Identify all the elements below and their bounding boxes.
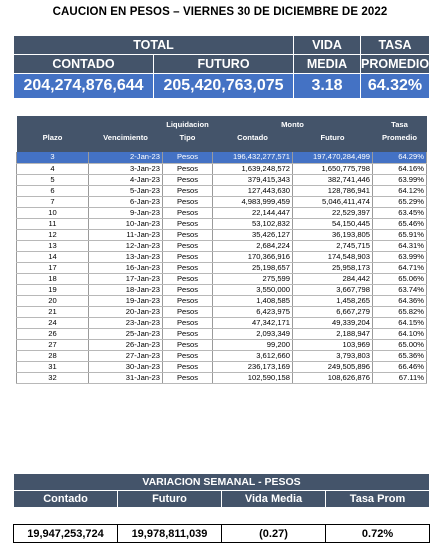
plazo-cell: 7: [17, 196, 89, 207]
vida-media-value: 3.18: [294, 74, 361, 99]
tipo-cell: Pesos: [163, 361, 213, 372]
promedio-header: PROMEDIO: [361, 55, 430, 74]
tipo-cell: Pesos: [163, 262, 213, 273]
table-row: [17, 361, 427, 372]
vencimiento-cell: 3-Jan-23: [89, 163, 163, 174]
tipo-cell: Pesos: [163, 284, 213, 295]
weekly-variation-table: [13, 473, 430, 543]
table-row: [17, 174, 427, 185]
tasa-cell: 65.46%: [373, 218, 427, 229]
vencimiento-cell: 27-Jan-23: [89, 350, 163, 361]
contado-cell: 236,173,169: [213, 361, 293, 372]
vencimiento-cell: 4-Jan-23: [89, 174, 163, 185]
contado-cell: 3,612,660: [213, 350, 293, 361]
media-header: MEDIA: [294, 55, 361, 74]
plazo-cell: 24: [17, 317, 89, 328]
plazo-cell: 3: [17, 152, 89, 163]
tipo-cell: Pesos: [163, 273, 213, 284]
contado-cell: 1,408,585: [213, 295, 293, 306]
table-row: [17, 350, 427, 361]
futuro-cell: 1,458,265: [293, 295, 373, 306]
contado-cell: 47,342,171: [213, 317, 293, 328]
weekly-title: VARIACION SEMANAL - PESOS: [14, 474, 430, 491]
contado-cell: 25,198,657: [213, 262, 293, 273]
vencimiento-cell: 26-Jan-23: [89, 339, 163, 350]
th-tipo: Tipo: [163, 129, 213, 145]
tipo-cell: Pesos: [163, 251, 213, 262]
table-row: [17, 251, 427, 262]
futuro-cell: 2,745,715: [293, 240, 373, 251]
vencimiento-cell: 10-Jan-23: [89, 218, 163, 229]
tipo-cell: Pesos: [163, 328, 213, 339]
vencimiento-cell: 9-Jan-23: [89, 207, 163, 218]
plazo-cell: 13: [17, 240, 89, 251]
futuro-cell: 249,505,896: [293, 361, 373, 372]
contado-cell: 170,366,916: [213, 251, 293, 262]
total-futuro-value: 205,420,763,075: [154, 74, 294, 99]
futuro-cell: 54,150,445: [293, 218, 373, 229]
weekly-vida-header: Vida Media: [222, 491, 326, 508]
weekly-contado-value: 19,947,253,724: [14, 525, 118, 543]
contado-cell: 4,983,999,459: [213, 196, 293, 207]
tipo-cell: Pesos: [163, 339, 213, 350]
th-tasa: Tasa: [373, 116, 427, 129]
futuro-cell: 2,188,947: [293, 328, 373, 339]
tasa-cell: 65.36%: [373, 350, 427, 361]
tipo-cell: Pesos: [163, 372, 213, 383]
contado-cell: 35,426,127: [213, 229, 293, 240]
vencimiento-cell: 18-Jan-23: [89, 284, 163, 295]
futuro-cell: 103,969: [293, 339, 373, 350]
th-monto: Monto: [213, 116, 373, 129]
futuro-cell: 197,470,284,499: [293, 152, 373, 163]
plazo-cell: 19: [17, 284, 89, 295]
futuro-cell: 284,442: [293, 273, 373, 284]
contado-cell: 127,443,630: [213, 185, 293, 196]
tasa-cell: 63.99%: [373, 174, 427, 185]
tasa-cell: 63.74%: [373, 284, 427, 295]
table-row: [17, 372, 427, 383]
tipo-cell: Pesos: [163, 196, 213, 207]
weekly-tasa-value: 0.72%: [326, 525, 430, 543]
maturity-rows: [17, 152, 427, 383]
table-row: [17, 273, 427, 284]
plazo-cell: 12: [17, 229, 89, 240]
plazo-cell: 21: [17, 306, 89, 317]
plazo-cell: 4: [17, 163, 89, 174]
vencimiento-cell: 23-Jan-23: [89, 317, 163, 328]
tasa-cell: 64.36%: [373, 295, 427, 306]
table-row: [17, 339, 427, 350]
tipo-cell: Pesos: [163, 350, 213, 361]
plazo-cell: 31: [17, 361, 89, 372]
futuro-cell: 382,741,446: [293, 174, 373, 185]
contado-header: CONTADO: [14, 55, 154, 74]
tasa-cell: 65.06%: [373, 273, 427, 284]
th-futuro: Futuro: [293, 129, 373, 145]
plazo-cell: 26: [17, 328, 89, 339]
futuro-cell: 174,548,903: [293, 251, 373, 262]
tipo-cell: Pesos: [163, 306, 213, 317]
tipo-cell: Pesos: [163, 229, 213, 240]
tasa-promedio-value: 64.32%: [361, 74, 430, 99]
tasa-cell: 67.11%: [373, 372, 427, 383]
total-header: TOTAL: [14, 36, 294, 55]
table-row: [17, 229, 427, 240]
futuro-cell: 25,958,173: [293, 262, 373, 273]
tasa-cell: 63.45%: [373, 207, 427, 218]
vencimiento-cell: 19-Jan-23: [89, 295, 163, 306]
contado-cell: 22,144,447: [213, 207, 293, 218]
plazo-cell: 28: [17, 350, 89, 361]
th-plazo: Plazo: [17, 129, 89, 145]
tasa-cell: 63.99%: [373, 251, 427, 262]
vencimiento-cell: 13-Jan-23: [89, 251, 163, 262]
total-contado-value: 204,274,876,644: [14, 74, 154, 99]
futuro-cell: 49,339,204: [293, 317, 373, 328]
tasa-cell: 65.91%: [373, 229, 427, 240]
table-row: [17, 317, 427, 328]
table-row: [17, 284, 427, 295]
table-row: [17, 306, 427, 317]
tipo-cell: Pesos: [163, 218, 213, 229]
vencimiento-cell: 17-Jan-23: [89, 273, 163, 284]
tipo-cell: Pesos: [163, 240, 213, 251]
tasa-cell: 64.15%: [373, 317, 427, 328]
contado-cell: 3,550,000: [213, 284, 293, 295]
tipo-cell: Pesos: [163, 185, 213, 196]
table-row: [17, 163, 427, 174]
report-title: CAUCION EN PESOS – VIERNES 30 DE DICIEMBRE DE 2022: [52, 6, 388, 18]
tasa-cell: 64.10%: [373, 328, 427, 339]
tasa-cell: 65.00%: [373, 339, 427, 350]
vencimiento-cell: 25-Jan-23: [89, 328, 163, 339]
th-blank-1: [17, 116, 89, 129]
table-row: [17, 295, 427, 306]
tipo-cell: Pesos: [163, 163, 213, 174]
tipo-cell: Pesos: [163, 295, 213, 306]
futuro-cell: 22,529,397: [293, 207, 373, 218]
tasa-cell: 65.29%: [373, 196, 427, 207]
th-contado: Contado: [213, 129, 293, 145]
tasa-header: TASA: [361, 36, 430, 55]
contado-cell: 2,093,349: [213, 328, 293, 339]
weekly-tasa-header: Tasa Prom: [326, 491, 430, 508]
weekly-contado-header: Contado: [14, 491, 118, 508]
futuro-cell: 5,046,411,474: [293, 196, 373, 207]
contado-cell: 53,102,832: [213, 218, 293, 229]
plazo-cell: 27: [17, 339, 89, 350]
maturity-table: [16, 116, 427, 384]
tipo-cell: Pesos: [163, 317, 213, 328]
vencimiento-cell: 2-Jan-23: [89, 152, 163, 163]
plazo-cell: 11: [17, 218, 89, 229]
contado-cell: 6,423,975: [213, 306, 293, 317]
table-row: [17, 207, 427, 218]
plazo-cell: 5: [17, 174, 89, 185]
plazo-cell: 14: [17, 251, 89, 262]
contado-cell: 1,639,248,572: [213, 163, 293, 174]
futuro-cell: 1,650,775,798: [293, 163, 373, 174]
contado-cell: 379,415,343: [213, 174, 293, 185]
table-row: [17, 328, 427, 339]
tasa-cell: 64.16%: [373, 163, 427, 174]
table-row: [17, 262, 427, 273]
plazo-cell: 20: [17, 295, 89, 306]
contado-cell: 275,599: [213, 273, 293, 284]
summary-table: [13, 35, 430, 99]
weekly-vida-value: (0.27): [222, 525, 326, 543]
contado-cell: 102,590,158: [213, 372, 293, 383]
vencimiento-cell: 11-Jan-23: [89, 229, 163, 240]
table-row: [17, 185, 427, 196]
futuro-header: FUTURO: [154, 55, 294, 74]
tasa-cell: 65.82%: [373, 306, 427, 317]
tipo-cell: Pesos: [163, 174, 213, 185]
vencimiento-cell: 31-Jan-23: [89, 372, 163, 383]
table-row: [17, 240, 427, 251]
tasa-cell: 64.31%: [373, 240, 427, 251]
plazo-cell: 17: [17, 262, 89, 273]
tasa-cell: 64.29%: [373, 152, 427, 163]
tipo-cell: Pesos: [163, 152, 213, 163]
futuro-cell: 128,786,941: [293, 185, 373, 196]
th-vencimiento: Vencimiento: [89, 129, 163, 145]
futuro-cell: 3,667,798: [293, 284, 373, 295]
table-row: [17, 218, 427, 229]
plazo-cell: 10: [17, 207, 89, 218]
futuro-cell: 3,793,803: [293, 350, 373, 361]
tipo-cell: Pesos: [163, 207, 213, 218]
vencimiento-cell: 5-Jan-23: [89, 185, 163, 196]
plazo-cell: 32: [17, 372, 89, 383]
th-liquidacion: Liquidacion: [163, 116, 213, 129]
plazo-cell: 18: [17, 273, 89, 284]
plazo-cell: 6: [17, 185, 89, 196]
th-promedio: Promedio: [373, 129, 427, 145]
futuro-cell: 6,667,279: [293, 306, 373, 317]
weekly-futuro-header: Futuro: [118, 491, 222, 508]
contado-cell: 99,200: [213, 339, 293, 350]
vencimiento-cell: 30-Jan-23: [89, 361, 163, 372]
contado-cell: 2,684,224: [213, 240, 293, 251]
tasa-cell: 64.12%: [373, 185, 427, 196]
vencimiento-cell: 16-Jan-23: [89, 262, 163, 273]
weekly-futuro-value: 19,978,811,039: [118, 525, 222, 543]
futuro-cell: 108,626,876: [293, 372, 373, 383]
vencimiento-cell: 12-Jan-23: [89, 240, 163, 251]
th-blank-2: [89, 116, 163, 129]
vida-header: VIDA: [294, 36, 361, 55]
table-row: [17, 196, 427, 207]
tasa-cell: 66.46%: [373, 361, 427, 372]
vencimiento-cell: 20-Jan-23: [89, 306, 163, 317]
contado-cell: 196,432,277,571: [213, 152, 293, 163]
table-row: [17, 152, 427, 163]
vencimiento-cell: 6-Jan-23: [89, 196, 163, 207]
futuro-cell: 36,193,805: [293, 229, 373, 240]
tasa-cell: 64.71%: [373, 262, 427, 273]
